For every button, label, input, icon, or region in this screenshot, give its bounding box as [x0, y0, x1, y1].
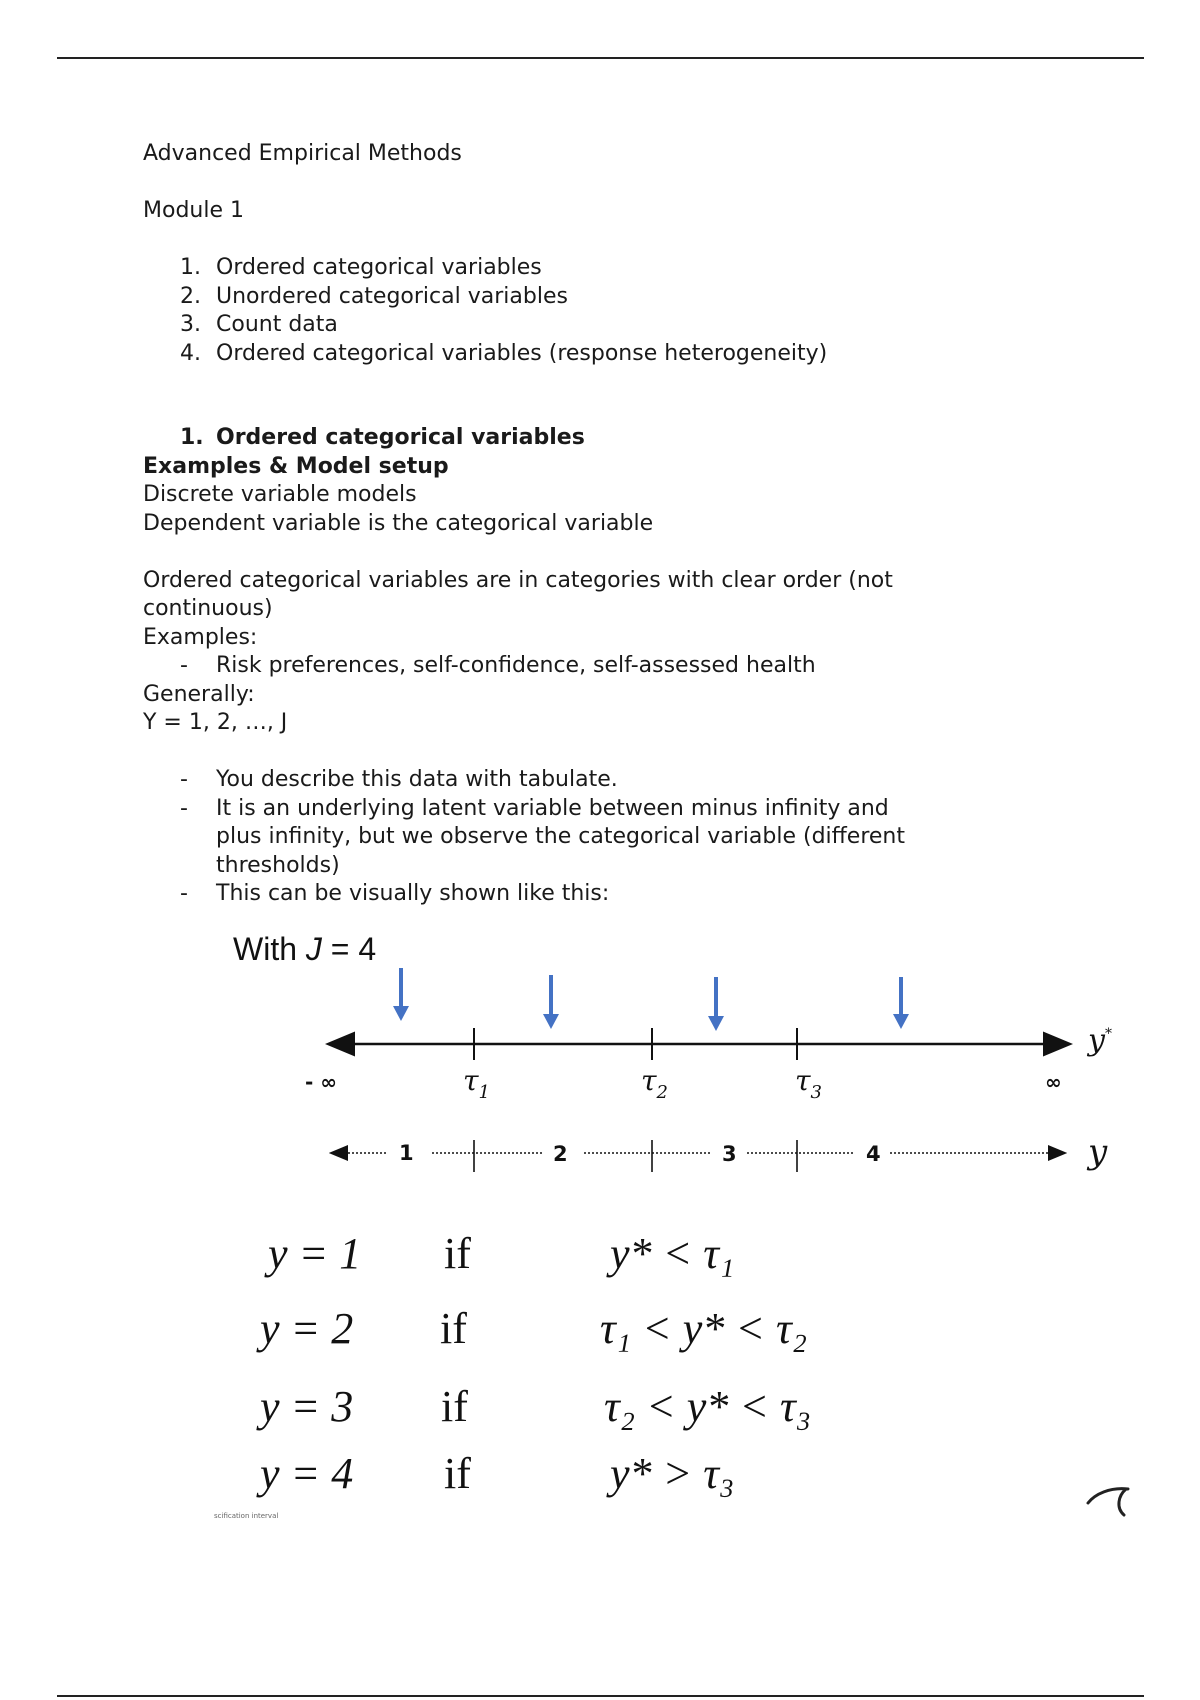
threshold-label: $\tau_3$: [795, 1064, 822, 1103]
eq-lhs: y = 2: [260, 1304, 354, 1353]
eq-rhs: y* > τ₃: [610, 1449, 735, 1498]
blue-arrowhead: [393, 1006, 409, 1021]
eq-lhs: y = 4: [260, 1449, 354, 1498]
text-line: Discrete variable models: [143, 482, 417, 507]
list-item: - This can be visually shown like this:: [180, 881, 610, 906]
eq-cond: if: [441, 1382, 468, 1431]
generally-label: Generally:: [143, 681, 255, 707]
blue-arrowhead: [893, 1014, 909, 1029]
text-line: Dependent variable is the categorical variable: [143, 510, 654, 536]
eq-rhs: τ₂ < y* < τ₃: [604, 1382, 812, 1431]
eq-rhs: y* < τ₁: [610, 1229, 735, 1278]
category-label: 1: [399, 1141, 414, 1165]
section-subheading: Examples & Model setup: [143, 453, 449, 479]
module-label: Module 1: [143, 198, 244, 223]
neg-infinity-label: - ∞: [305, 1070, 337, 1094]
category-label: 2: [553, 1142, 568, 1166]
list-item: - You describe this data with tabulate.: [180, 767, 618, 792]
eq-cond: if: [440, 1304, 467, 1353]
paragraph: Ordered categorical variables are in categories with clear order (not continuous): [143, 567, 893, 621]
eq-rhs: τ₁ < y* < τ₂: [600, 1304, 808, 1353]
threshold-label: $\tau_2$: [641, 1064, 668, 1103]
course-title: Advanced Empirical Methods: [143, 141, 462, 166]
threshold-label: $\tau_1$: [463, 1064, 490, 1103]
handwritten-mark: [1088, 1489, 1128, 1515]
generally-value: Y = 1, 2, …, J: [143, 710, 288, 735]
eq-lhs: y = 1: [268, 1229, 362, 1278]
blue-arrowhead: [708, 1016, 724, 1031]
figure-title: With J = 4: [233, 931, 377, 967]
outline-item: 1. Ordered categorical variables: [180, 255, 542, 280]
observed-label: y: [1088, 1132, 1108, 1172]
section-heading: 1. Ordered categorical variables: [180, 425, 585, 450]
outline-item: 4. Ordered categorical variables (response heterogeneity): [180, 340, 828, 366]
list-item: - Risk preferences, self-confidence, self-assessed health: [180, 653, 816, 678]
category-label: 3: [722, 1142, 737, 1166]
footnote-fragment: scification interval: [214, 1512, 279, 1520]
outline-item: 2. Unordered categorical variables: [180, 283, 568, 309]
outline-item: 3. Count data: [180, 312, 338, 337]
category-label: 4: [866, 1142, 881, 1166]
eq-lhs: y = 3: [260, 1382, 354, 1431]
latent-label: y*: [1088, 1023, 1112, 1058]
blue-arrowhead: [543, 1014, 559, 1029]
eq-cond: if: [444, 1229, 471, 1278]
pos-infinity-label: ∞: [1045, 1070, 1062, 1094]
list-item: - It is an underlying latent variable between minus infinity and plus infinity, but we observe the categorical variable (different thresholds): [180, 795, 906, 878]
bottom-rule: [57, 1695, 1144, 1697]
eq-cond: if: [444, 1449, 471, 1498]
examples-label: Examples:: [143, 624, 258, 650]
